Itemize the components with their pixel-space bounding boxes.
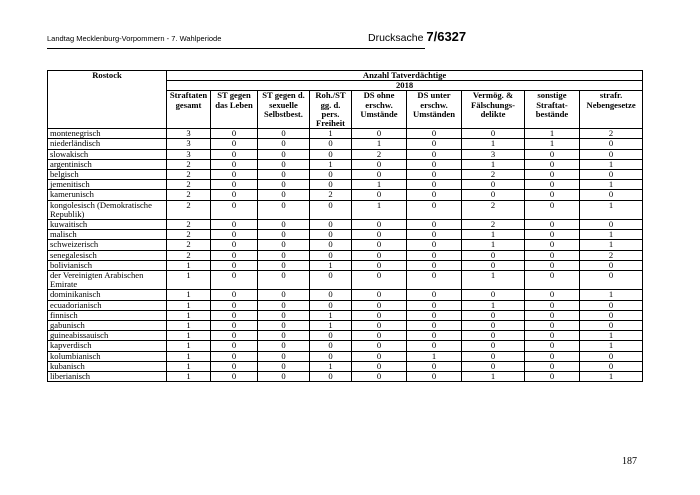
table-cell: 0 (407, 149, 462, 159)
table-cell: 2 (462, 200, 525, 219)
table-cell: 0 (525, 361, 580, 371)
table-cell: 2 (167, 200, 211, 219)
table-cell: 0 (462, 180, 525, 190)
table-cell: 0 (525, 230, 580, 240)
column-header: Straftaten gesamt (167, 91, 211, 129)
table-cell: 0 (407, 180, 462, 190)
table-cell: 1 (352, 139, 407, 149)
table-cell: 0 (407, 159, 462, 169)
table-cell: 0 (580, 170, 643, 180)
table-cell: 0 (462, 351, 525, 361)
table-row (48, 139, 643, 149)
table-cell: 0 (258, 310, 310, 320)
table-cell: 2 (167, 240, 211, 250)
table-cell: 0 (352, 159, 407, 169)
table-cell: 0 (525, 200, 580, 219)
table-cell: 1 (580, 240, 643, 250)
table-cell: 0 (258, 190, 310, 200)
table-cell: 0 (258, 341, 310, 351)
table-row (48, 190, 643, 200)
column-header: strafr. Nebengesetze (580, 91, 643, 129)
table-cell: 1 (352, 180, 407, 190)
table-cell: 0 (310, 200, 352, 219)
table-cell: 1 (167, 351, 211, 361)
table-body (48, 129, 643, 382)
table-cell: 0 (407, 300, 462, 310)
table-cell: 0 (525, 321, 580, 331)
table-cell: 0 (525, 149, 580, 159)
table-cell: 0 (352, 331, 407, 341)
table-cell: 0 (462, 331, 525, 341)
table-row (48, 331, 643, 341)
table-cell: 0 (525, 260, 580, 270)
table-row (48, 230, 643, 240)
table-cell: 1 (310, 129, 352, 139)
table-row (48, 220, 643, 230)
table-cell: 0 (407, 240, 462, 250)
table-cell: 1 (167, 300, 211, 310)
table-row (48, 341, 643, 351)
table-cell: 0 (462, 190, 525, 200)
corner-header: Rostock (48, 71, 167, 129)
table-cell: 0 (352, 361, 407, 371)
table-cell: 0 (352, 341, 407, 351)
table-row (48, 129, 643, 139)
table-cell: 0 (211, 129, 258, 139)
row-label: argentinisch (48, 159, 167, 169)
table-cell: 0 (310, 170, 352, 180)
row-label: senegalesisch (48, 250, 167, 260)
table-cell: 0 (258, 290, 310, 300)
table-cell: 1 (310, 321, 352, 331)
table-cell: 1 (462, 240, 525, 250)
table-cell: 0 (407, 361, 462, 371)
table-cell: 1 (310, 361, 352, 371)
column-header: ST gegen d. sexuelle Selbstbest. (258, 91, 310, 129)
table-cell: 1 (167, 271, 211, 290)
table-cell: 0 (407, 260, 462, 270)
table-cell: 2 (352, 149, 407, 159)
table-cell: 0 (211, 290, 258, 300)
table-cell: 0 (211, 230, 258, 240)
table-cell: 0 (407, 271, 462, 290)
table-cell: 0 (310, 220, 352, 230)
table-cell: 0 (352, 351, 407, 361)
table-cell: 0 (407, 310, 462, 320)
table-cell: 0 (525, 310, 580, 320)
table-cell: 0 (407, 170, 462, 180)
table-cell: 0 (310, 230, 352, 240)
row-label: kongolesisch (Demokratische Republik) (48, 200, 167, 219)
table-row (48, 310, 643, 320)
table-cell: 0 (211, 372, 258, 382)
table-row (48, 149, 643, 159)
table-cell: 1 (525, 139, 580, 149)
table-row (48, 200, 643, 219)
column-header: DS ohne erschw. Umstände (352, 91, 407, 129)
table-cell: 0 (580, 271, 643, 290)
table-cell: 0 (407, 321, 462, 331)
table-cell: 0 (211, 250, 258, 260)
row-label: guineabissauisch (48, 331, 167, 341)
table-cell: 1 (580, 180, 643, 190)
table-cell: 0 (580, 300, 643, 310)
table-cell: 1 (462, 372, 525, 382)
table-cell: 0 (258, 361, 310, 371)
table-cell: 0 (525, 271, 580, 290)
row-label: jemenitisch (48, 180, 167, 190)
table-row (48, 260, 643, 270)
table-cell: 0 (462, 260, 525, 270)
table-cell: 0 (258, 271, 310, 290)
table-cell: 0 (211, 321, 258, 331)
row-label: montenegrisch (48, 129, 167, 139)
table-cell: 0 (407, 341, 462, 351)
row-label: kolumbianisch (48, 351, 167, 361)
table-cell: 0 (352, 300, 407, 310)
table-cell: 0 (211, 149, 258, 159)
table-cell: 3 (167, 149, 211, 159)
table-cell: 0 (310, 300, 352, 310)
row-label: finnisch (48, 310, 167, 320)
table-cell: 0 (258, 260, 310, 270)
table-cell: 0 (407, 190, 462, 200)
table-cell: 0 (211, 220, 258, 230)
table-cell: 2 (167, 180, 211, 190)
table-cell: 0 (580, 260, 643, 270)
table-cell: 1 (580, 372, 643, 382)
table-cell: 0 (352, 260, 407, 270)
table-cell: 0 (258, 351, 310, 361)
table-cell: 0 (580, 139, 643, 149)
header-parliament-title: Landtag Mecklenburg-Vorpommern - 7. Wahlperiode (47, 34, 222, 43)
table-cell: 1 (167, 341, 211, 351)
table-cell: 1 (580, 331, 643, 341)
column-header: sonstige Straftat-bestände (525, 91, 580, 129)
table-cell: 1 (580, 341, 643, 351)
table-cell: 0 (407, 220, 462, 230)
page-number: 187 (622, 456, 637, 467)
table-cell: 0 (580, 149, 643, 159)
header-document-number (368, 29, 466, 44)
table-cell: 0 (211, 240, 258, 250)
table-cell: 1 (167, 260, 211, 270)
row-label: ecuadorianisch (48, 300, 167, 310)
row-label: der Vereinigten Arabischen Emirate (48, 271, 167, 290)
table-cell: 0 (211, 170, 258, 180)
table-cell: 0 (407, 200, 462, 219)
table-cell: 0 (462, 341, 525, 351)
table-cell: 0 (525, 300, 580, 310)
table-cell: 0 (211, 271, 258, 290)
table-cell: 0 (525, 372, 580, 382)
table-cell: 0 (580, 321, 643, 331)
table-cell: 1 (525, 129, 580, 139)
table-cell: 0 (258, 170, 310, 180)
column-header: Vermög. & Fälschungs-delikte (462, 91, 525, 129)
table-row (48, 170, 643, 180)
row-label: kamerunisch (48, 190, 167, 200)
table-cell: 0 (258, 220, 310, 230)
table-cell: 2 (167, 190, 211, 200)
table-cell: 0 (211, 331, 258, 341)
table-cell: 0 (211, 351, 258, 361)
table-cell: 0 (352, 170, 407, 180)
table-cell: 0 (258, 159, 310, 169)
table-cell: 2 (167, 250, 211, 260)
table-cell: 1 (167, 321, 211, 331)
table-cell: 1 (407, 351, 462, 361)
table-cell: 0 (211, 341, 258, 351)
table-cell: 0 (525, 220, 580, 230)
table-cell: 3 (167, 129, 211, 139)
table-row (48, 361, 643, 371)
table-cell: 2 (462, 170, 525, 180)
column-header: Roh./ST gg. d. pers. Freiheit (310, 91, 352, 129)
table-cell: 0 (462, 129, 525, 139)
table-cell: 0 (352, 250, 407, 260)
table-cell: 0 (407, 250, 462, 260)
table-cell: 0 (525, 341, 580, 351)
table-cell: 0 (352, 190, 407, 200)
row-label: malisch (48, 230, 167, 240)
table-cell: 0 (462, 290, 525, 300)
table-cell: 2 (580, 250, 643, 260)
table-cell: 0 (525, 331, 580, 341)
table-cell: 0 (258, 240, 310, 250)
table-row (48, 240, 643, 250)
table-cell: 2 (167, 159, 211, 169)
table-cell: 1 (580, 230, 643, 240)
table-cell: 0 (407, 129, 462, 139)
table-cell: 0 (258, 250, 310, 260)
row-label: dominikanisch (48, 290, 167, 300)
table-cell: 1 (167, 290, 211, 300)
table-cell: 0 (211, 200, 258, 219)
table-cell: 0 (211, 159, 258, 169)
table-cell: 0 (310, 180, 352, 190)
row-label: niederländisch (48, 139, 167, 149)
table-cell: 1 (462, 159, 525, 169)
table-cell: 0 (211, 180, 258, 190)
table-cell: 0 (211, 300, 258, 310)
table-cell: 2 (167, 230, 211, 240)
row-label: gabunisch (48, 321, 167, 331)
table-cell: 1 (580, 159, 643, 169)
table-cell: 0 (352, 372, 407, 382)
table-cell: 0 (211, 260, 258, 270)
table-cell: 0 (580, 220, 643, 230)
table-cell: 0 (310, 351, 352, 361)
table-cell: 0 (462, 310, 525, 320)
table-row (48, 300, 643, 310)
table-cell: 0 (462, 321, 525, 331)
table-cell: 0 (258, 331, 310, 341)
table-cell: 0 (310, 372, 352, 382)
table-cell: 0 (258, 300, 310, 310)
row-label: schweizerisch (48, 240, 167, 250)
row-label: kubanisch (48, 361, 167, 371)
table-cell: 1 (167, 372, 211, 382)
table-cell: 1 (167, 331, 211, 341)
table-cell: 0 (310, 290, 352, 300)
table-cell: 0 (580, 351, 643, 361)
table-row (48, 250, 643, 260)
table-cell: 0 (352, 220, 407, 230)
table-cell: 0 (525, 240, 580, 250)
row-label: bolivianisch (48, 260, 167, 270)
table-cell: 0 (211, 310, 258, 320)
table-cell: 0 (310, 240, 352, 250)
table-row (48, 321, 643, 331)
suspects-table (47, 70, 643, 382)
table-cell: 1 (310, 260, 352, 270)
year-header: 2018 (167, 81, 643, 91)
table-cell: 0 (407, 290, 462, 300)
column-header: DS unter erschw. Umständen (407, 91, 462, 129)
table-row (48, 159, 643, 169)
table-cell: 0 (407, 331, 462, 341)
table-cell: 3 (462, 149, 525, 159)
table-cell: 0 (310, 139, 352, 149)
table-row (48, 372, 643, 382)
table-cell: 2 (167, 170, 211, 180)
table-cell: 0 (310, 341, 352, 351)
row-label: kapverdisch (48, 341, 167, 351)
table-cell: 0 (211, 361, 258, 371)
table-cell: 0 (258, 139, 310, 149)
table-cell: 0 (407, 372, 462, 382)
table-cell: 2 (310, 190, 352, 200)
table-cell: 1 (352, 200, 407, 219)
table-cell: 0 (352, 230, 407, 240)
table-cell: 1 (462, 271, 525, 290)
table-cell: 0 (310, 149, 352, 159)
table-cell: 1 (580, 200, 643, 219)
table-cell: 1 (462, 300, 525, 310)
table-cell: 0 (352, 271, 407, 290)
table-cell: 0 (258, 149, 310, 159)
table-cell: 3 (167, 139, 211, 149)
table-cell: 1 (310, 159, 352, 169)
table-cell: 0 (352, 321, 407, 331)
table-cell: 1 (580, 290, 643, 300)
group-header: Anzahl Tatverdächtige (167, 71, 643, 81)
column-header: ST gegen das Leben (211, 91, 258, 129)
table-cell: 0 (258, 200, 310, 219)
table-cell: 0 (525, 290, 580, 300)
table-cell: 2 (580, 129, 643, 139)
table-row (48, 180, 643, 190)
table-cell: 0 (352, 310, 407, 320)
table-cell: 0 (525, 250, 580, 260)
doc-prefix: Drucksache (368, 32, 424, 44)
table-cell: 0 (310, 271, 352, 290)
table-cell: 2 (462, 220, 525, 230)
table-cell: 0 (525, 170, 580, 180)
table-cell: 0 (211, 190, 258, 200)
row-label: slowakisch (48, 149, 167, 159)
table-cell: 0 (352, 240, 407, 250)
table-cell: 0 (310, 250, 352, 260)
table-cell: 0 (407, 139, 462, 149)
doc-number: 7/6327 (426, 29, 467, 44)
table-cell: 1 (462, 139, 525, 149)
table-cell: 0 (258, 180, 310, 190)
table-cell: 0 (211, 139, 258, 149)
table-cell: 0 (525, 351, 580, 361)
table-cell: 2 (167, 220, 211, 230)
row-label: kuwaitisch (48, 220, 167, 230)
table-cell: 0 (310, 331, 352, 341)
table-cell: 1 (167, 361, 211, 371)
table-cell: 0 (462, 250, 525, 260)
table-cell: 0 (580, 361, 643, 371)
table-cell: 0 (462, 361, 525, 371)
table-cell: 0 (525, 190, 580, 200)
table-cell: 0 (525, 159, 580, 169)
table-cell: 1 (167, 310, 211, 320)
header-rule (47, 48, 425, 49)
table-cell: 0 (525, 180, 580, 190)
table-cell: 0 (258, 129, 310, 139)
table-cell: 0 (258, 372, 310, 382)
table-cell: 0 (352, 129, 407, 139)
table-cell: 1 (310, 310, 352, 320)
table-cell: 0 (352, 290, 407, 300)
table-row (48, 290, 643, 300)
row-label: belgisch (48, 170, 167, 180)
table-row (48, 271, 643, 290)
table-cell: 0 (258, 230, 310, 240)
table-row (48, 351, 643, 361)
header-row-group (48, 71, 643, 81)
table-cell: 0 (407, 230, 462, 240)
table-cell: 0 (258, 321, 310, 331)
table-cell: 1 (462, 230, 525, 240)
row-label: liberianisch (48, 372, 167, 382)
table-cell: 0 (580, 190, 643, 200)
table-cell: 0 (580, 310, 643, 320)
